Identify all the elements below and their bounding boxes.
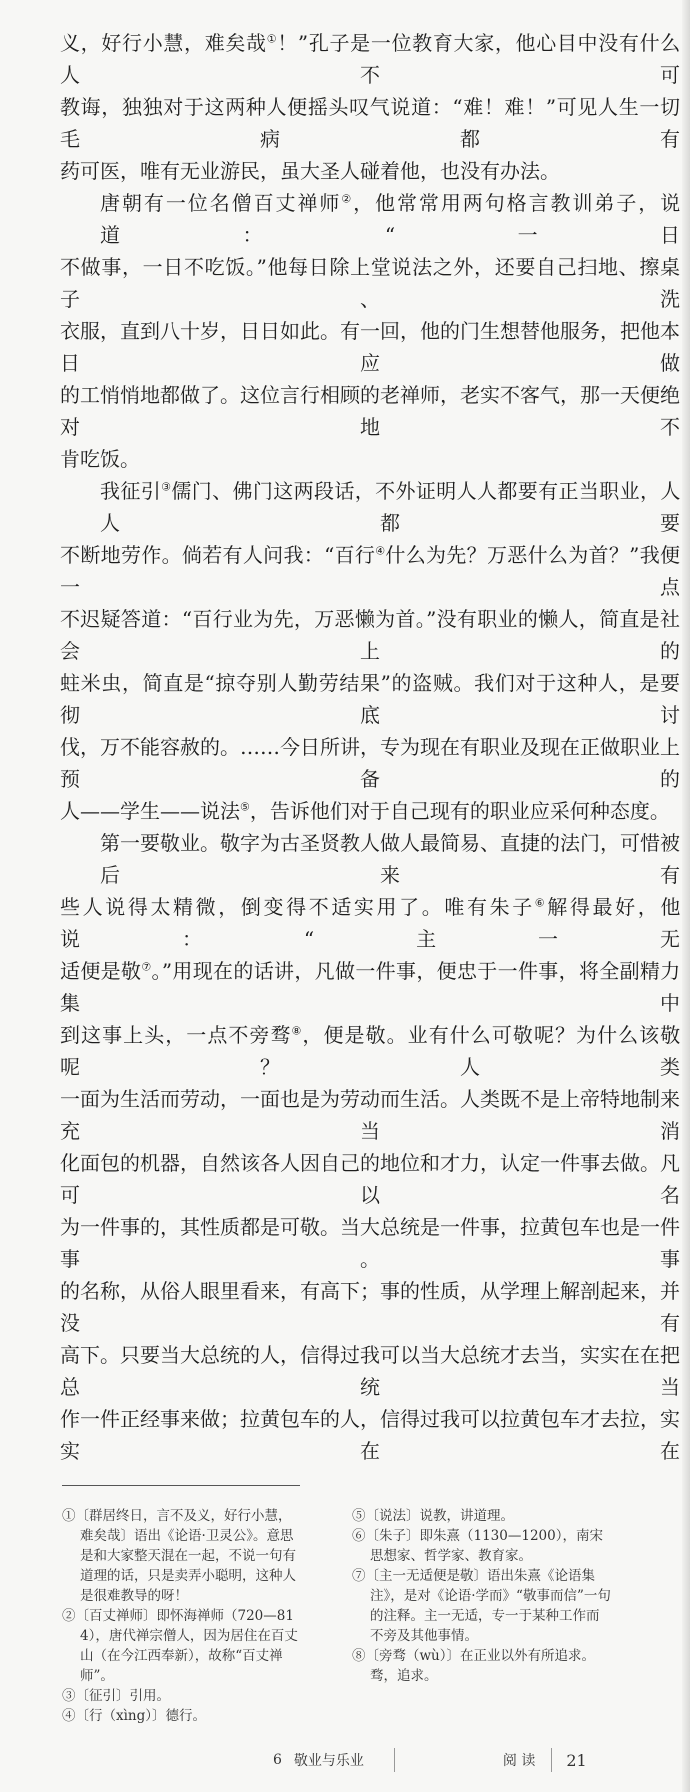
lesson-title: 敬业与乐业 [293, 1753, 364, 1769]
text-line: 一面为生活而劳动，一面也是为劳动而生活。人类既不是上帝特地制来充当消 [60, 1087, 680, 1143]
text-line: 作一件正经事来做；拉黄包车的人，信得过我可以拉黄包车才去拉，实实在在 [60, 1407, 680, 1463]
footnote: ⑦〔主一无适便是敬〕语出朱熹《论语集注》，是对《论语·学而》“敬事而信”一句的注释。主一无适，专一于某种工作而不旁及其他事情。 [352, 1568, 611, 1644]
main-text [60, 27, 680, 1467]
footnote: ③〔征引〕引用。 [62, 1688, 170, 1704]
footnotes-right-column [352, 1506, 612, 1726]
footnote-ref: ② [341, 192, 354, 206]
page-number: 21 [566, 1750, 587, 1770]
text-line: 蛀米虫，简直是“掠夺别人勤劳结果”的盗贼。我们对于这种人，是要彻底讨 [60, 671, 680, 727]
text-line: 我征引③儒门、佛门这两段话，不外证明人人都要有正当职业，人人都要 [100, 479, 681, 535]
text-line: 衣服，直到八十岁，日日如此。有一回，他的门生想替他服务，把他本日应做 [60, 319, 680, 375]
text-line: 伐，万不能容赦的。……今日所讲，专为现在有职业及现在正做职业上预备的 [60, 735, 680, 791]
lesson-number: 6 [273, 1752, 282, 1768]
footnote-ref: ⑤ [240, 800, 250, 814]
page-footer [273, 1748, 690, 1772]
text-line: 的工悄悄地都做了。这位言行相顾的老禅师，老实不客气，那一天便绝对地不 [60, 383, 680, 439]
text-line: 到这事上头，一点不旁骛⑧，便是敬。业有什么可敬呢？为什么该敬呢？人类 [60, 1023, 681, 1079]
text-line: 人——学生——说法⑤，告诉他们对于自己现有的职业应采何种态度。 [60, 799, 670, 823]
text-line: 药可医，唯有无业游民，虽大圣人碰着他，也没有办法。 [60, 159, 560, 183]
text-line: 教诲，独独对于这两种人便摇头叹气说道：“难！难！”可见人生一切毛病都有 [60, 95, 680, 151]
text-line: 高下。只要当大总统的人，信得过我可以当大总统才去当，实实在在把总统当 [60, 1343, 680, 1399]
text-line: 不迟疑答道：“百行业为先，万恶懒为首。”没有职业的懒人，简直是社会上的 [60, 607, 680, 663]
text-line: 第一要敬业。敬字为古圣贤教人做人最简易、直捷的法门，可惜被后来有 [100, 831, 680, 887]
footnote: ⑧〔旁骛（wù）〕在正业以外有所追求。骛，追求。 [352, 1648, 595, 1684]
footer-divider [394, 1748, 395, 1772]
footnote-ref: ① [266, 32, 278, 46]
footnote: ②〔百丈禅师〕即怀海禅师（720—814），唐代禅宗僧人，因为居住在百丈山（在今江西奉新），故称“百丈禅师”。 [62, 1608, 298, 1684]
footnotes-left-column [62, 1506, 302, 1726]
footnote-ref: ⑦ [141, 960, 152, 974]
footnote: ①〔群居终日，言不及义，好行小慧，难矣哉〕语出《论语·卫灵公》。意思是和大家整天混在一起，不说一句有道理的话，只是卖弄小聪明，这种人是很难教导的呀！ [62, 1508, 296, 1604]
section-label: 阅 读 [502, 1753, 536, 1769]
footer-divider [551, 1748, 552, 1772]
footnote: ④〔行（xìng）〕德行。 [62, 1708, 207, 1724]
text-line: 义，好行小慧，难矣哉①！”孔子是一位教育大家，他心目中没有什么人不可 [60, 31, 681, 87]
text-line: 肯吃饭。 [60, 447, 140, 471]
text-line: 为一件事的，其性质都是可敬。当大总统是一件事，拉黄包车也是一件事。事 [60, 1215, 680, 1271]
footnotes [62, 1506, 680, 1726]
footnote: ⑥〔朱子〕即朱熹（1130—1200），南宋思想家、哲学家、教育家。 [352, 1528, 603, 1564]
footnote-divider [62, 1485, 300, 1486]
text-line: 不断地劳作。倘若有人问我：“百行④什么为先？万恶什么为首？”我便一点 [60, 543, 681, 599]
text-line: 不做事，一日不吃饭。”他每日除上堂说法之外，还要自己扫地、擦桌子、洗 [60, 255, 680, 311]
text-line: 的名称，从俗人眼里看来，有高下；事的性质，从学理上解剖起来，并没有 [60, 1279, 680, 1335]
text-line: 化面包的机器，自然该各人因自己的地位和才力，认定一件事去做。凡可以名 [60, 1151, 680, 1207]
footnote-ref: ⑧ [291, 1024, 303, 1038]
text-line: 些人说得太精微，倒变得不适实用了。唯有朱子⑥解得最好，他说：“主一无 [60, 895, 681, 951]
text-line: 适便是敬⑦。”用现在的话讲，凡做一件事，便忠于一件事，将全副精力集中 [60, 959, 681, 1015]
footnote: ⑤〔说法〕说教，讲道理。 [352, 1508, 514, 1524]
footnote-ref: ④ [375, 544, 386, 558]
page-edge-shadow [682, 0, 690, 1792]
footnote-ref: ⑥ [534, 896, 548, 910]
text-line: 唐朝有一位名僧百丈禅师②，他常常用两句格言教训弟子，说道：“一日 [100, 191, 681, 247]
footnote-ref: ③ [161, 480, 172, 494]
